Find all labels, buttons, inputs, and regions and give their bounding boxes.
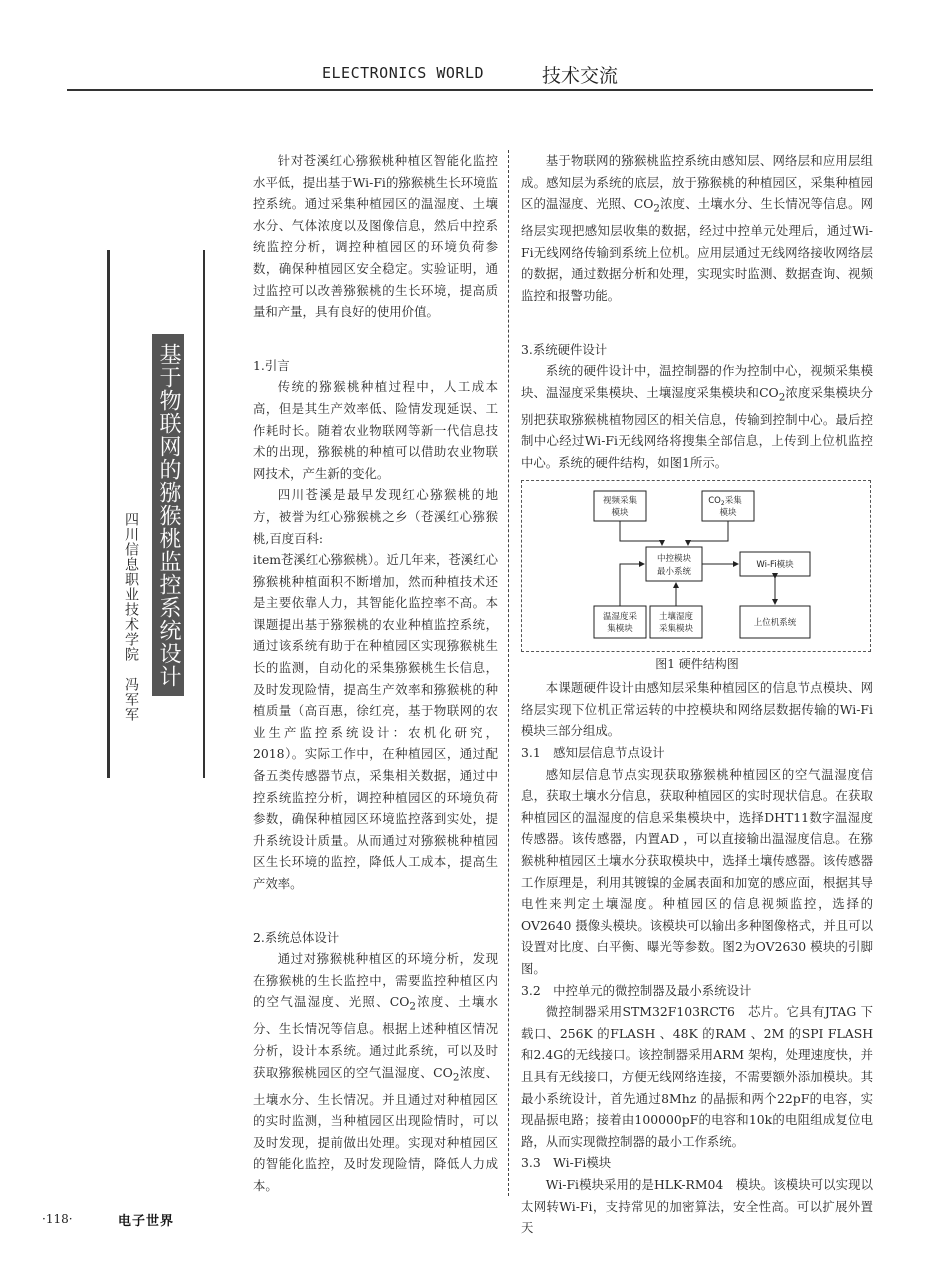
abstract: 针对苍溪红心猕猴桃种植区智能化监控水平低，提出基于Wi-Fi的猕猴桃生长环境监控系统。通过采集种植园区的温湿度、土壤水分、气体浓度以及图像信息，然后中控系统监控分析，调控种植园区的环境负荷参数，确保种植园区安全稳定。实验证明，通过监控可以改善猕猴桃的生长环境，提高质量和产量，具有良好的使用价值。 <box>253 153 498 320</box>
section-3-paragraph-1: 系统的硬件设计中，温控制器的作为控制中心，视频采集模块、温湿度采集模块、土壤湿度采集模块和$CO_2$浓度采集模块分别把获取猕猴桃植物园区的相关信息，传输到控制中心。最后控制中心经过Wi-Fi无线网络将搜集全部信息，上传到上位机监控中心。系统的硬件结构，如图1所示。 <box>521 363 874 471</box>
section-name: 技术交流 <box>542 65 619 87</box>
right-column <box>521 150 873 1239</box>
section-2-paragraph-1: 通过对猕猴桃种植区的环境分析，发现在猕猴桃的生长监控中，需要监控种植区内的空气温湿度、光照、$CO_2$浓度、土壤水分、生长情况等信息。根据上述种植区情况分析，设计本系统。通过此系统，可以及时获取猕猴桃园区的空气温湿度、$CO_2$浓度、土壤水分、生长情况。并且通过对种植园区的实时监测，当种植园区出现险情时，可以及时发现，提前做出处理。实现对种植园区的智能化监控，及时发现险情，降低人力成本。 <box>253 951 499 1194</box>
article-title: 基于物联网的猕猴桃监控系统设计 <box>152 334 184 696</box>
section-3-1-heading: 3.1 感知层信息节点设计 <box>521 745 665 761</box>
arrow-video-core <box>620 521 662 545</box>
section-3-2-paragraph: 微控制器采用STM32F103RCT6 芯片。它具有JTAG 下载口、256K 的FLASH 、48K 的RAM 、2M 的SPI FLASH 和2.4G的无线接口。该控制器采用ARM 架构，处理速度快，并且具有无线接口，方便无线网络连接，不需要额外添加模块。其最小系统设计，首先通过8Mhz 的晶振和两个22pF的电容，实现晶振电路；接着由100000pF的电容和10k的电阻组成复位电路，从而实现微控制器的最小工作系统。 <box>521 1004 873 1149</box>
section-3-1-paragraph: 感知层信息节点实现获取猕猴桃种植园区的空气温湿度信息，获取土壤水分信息，获取种植园区的实时现状信息。在获取种植园区的温湿度的信息采集模块中，选择DHT11数字温湿度传感器。该传感器，内置AD ，可以直接输出温湿度信息。在猕猴桃种植园区土壤水分获取模块中，选择土壤传感器。该传感器工作原理是，利用其镀镍的金属表面和加宽的感应面，根据其导电性来判定土壤湿度。种植园区的信息视频监控，选择的OV2640 摄像头模块。该模块可以输出多种图像格式，并且可以设置对比度、白平衡、曝光等参数。图2为OV2630 模块的引脚图。 <box>521 766 873 976</box>
section-3-paragraph-2: 本课题硬件设计由感知层采集种植园区的信息节点模块、网络层实现下位机正常运转的中控模块和网络层数据传输的Wi-Fi模块三部分组成。 <box>521 680 873 739</box>
section-3-2-heading: 3.2 中控单元的微控制器及最小系统设计 <box>521 982 752 998</box>
title-bar-left <box>107 250 110 778</box>
arrow-temp-core <box>620 564 644 606</box>
wifi-label: Wi-Fi模块 <box>756 559 794 570</box>
temp-label-2: 集模块 <box>607 623 633 634</box>
section-1-paragraph-2a: 四川苍溪是最早发现红心猕猴桃的地方，被誉为红心猕猴桃之乡（苍溪红心猕猴桃,百度百科: <box>253 487 498 546</box>
section-3-3-heading: 3.3 Wi-Fi模块 <box>521 1155 612 1171</box>
host-label: 上位机系统 <box>753 617 797 628</box>
hardware-structure-figure <box>521 480 871 652</box>
architecture-paragraph: 基于物联网的猕猴桃监控系统由感知层、网络层和应用层组成。感知层为系统的底层，放于猕猴桃的种植园区，采集种植园区的温湿度、光照、$CO_2$浓度、土壤水分、生长情况等信息。网络层实现把感知层收集的数据，经过中控单元处理后，通过Wi-Fi无线网络传输到系统上位机。应用层通过无线网络接收网络层的数据，通过数据分析和处理，实现实时监测、数据查询、视频监控和报警功能。 <box>521 153 874 304</box>
header-rule <box>67 89 873 91</box>
core-label-1: 中控模块 <box>656 553 692 564</box>
section-3-3-paragraph: Wi-Fi模块采用的是HLK-RM04 模块。该模块可以实现以太网转Wi-Fi，支持常见的加密算法，安全性高。可以扩展外置天 <box>521 1176 873 1236</box>
page-number: ·118· <box>42 1212 73 1226</box>
co2-label-2: 模块 <box>719 507 737 518</box>
title-bar-right <box>203 250 205 778</box>
video-label-2: 模块 <box>611 507 629 518</box>
section-2-heading: 2.系统总体设计 <box>253 929 340 945</box>
author-affiliation: 四川信息职业技术学院 冯军军 <box>123 512 139 722</box>
section-1-heading: 1.引言 <box>253 357 290 373</box>
figure-caption: 图1 硬件结构图 <box>655 656 739 671</box>
arrow-co2-core <box>688 521 728 545</box>
left-column <box>253 150 498 1197</box>
soil-label-1: 土壤湿度 <box>658 611 694 622</box>
journal-name-english: ELECTRONICS WORLD <box>322 64 485 82</box>
co2-label-1: $CO_2$采集 <box>708 495 742 507</box>
journal-logo: 电子世界 <box>118 1214 175 1229</box>
core-label-2: 最小系统 <box>656 566 692 577</box>
video-label-1: 视频采集 <box>602 495 638 506</box>
column-separator <box>508 150 509 1196</box>
section-3-heading: 3.系统硬件设计 <box>521 341 608 357</box>
section-1-paragraph-2b: item苍溪红心猕猴桃）。近几年来，苍溪红心猕猴桃种植面积不断增加，然而种植技术还是主要依靠人力，其智能化监控率不高。本课题提出基于猕猴桃的农业种植监控系统，通过该系统有助于在种植园区实现猕猴桃生长的监测，自动化的采集猕猴桃生长信息，及时发现险情，提高生产效率和猕猴桃的种植质量（高百惠，徐红亮，基于物联网的农业生产监控系统设计：农机化研究，2018）。实际工作中，在种植园区，通过配备五类传感器节点，采集相关数据，通过中控系统监控分析，调控种植园区的环境负荷参数，确保种植园区环境监控落到实处，提升系统设计质量。从而通过对猕猴桃种植园区生长环境的监控，降低人工成本，提高生产效率。 <box>253 552 498 891</box>
temp-label-1: 温湿度采 <box>602 611 638 622</box>
section-1-paragraph-1: 传统的猕猴桃种植过程中，人工成本高，但是其生产效率低、险情发现延误、工作耗时长。随着农业物联网等新一代信息技术的出现，猕猴桃的种植可以借助农业物联网技术，产生新的变化。 <box>253 379 498 481</box>
hardware-structure-diagram <box>522 481 872 653</box>
soil-label-2: 采集模块 <box>658 623 694 634</box>
